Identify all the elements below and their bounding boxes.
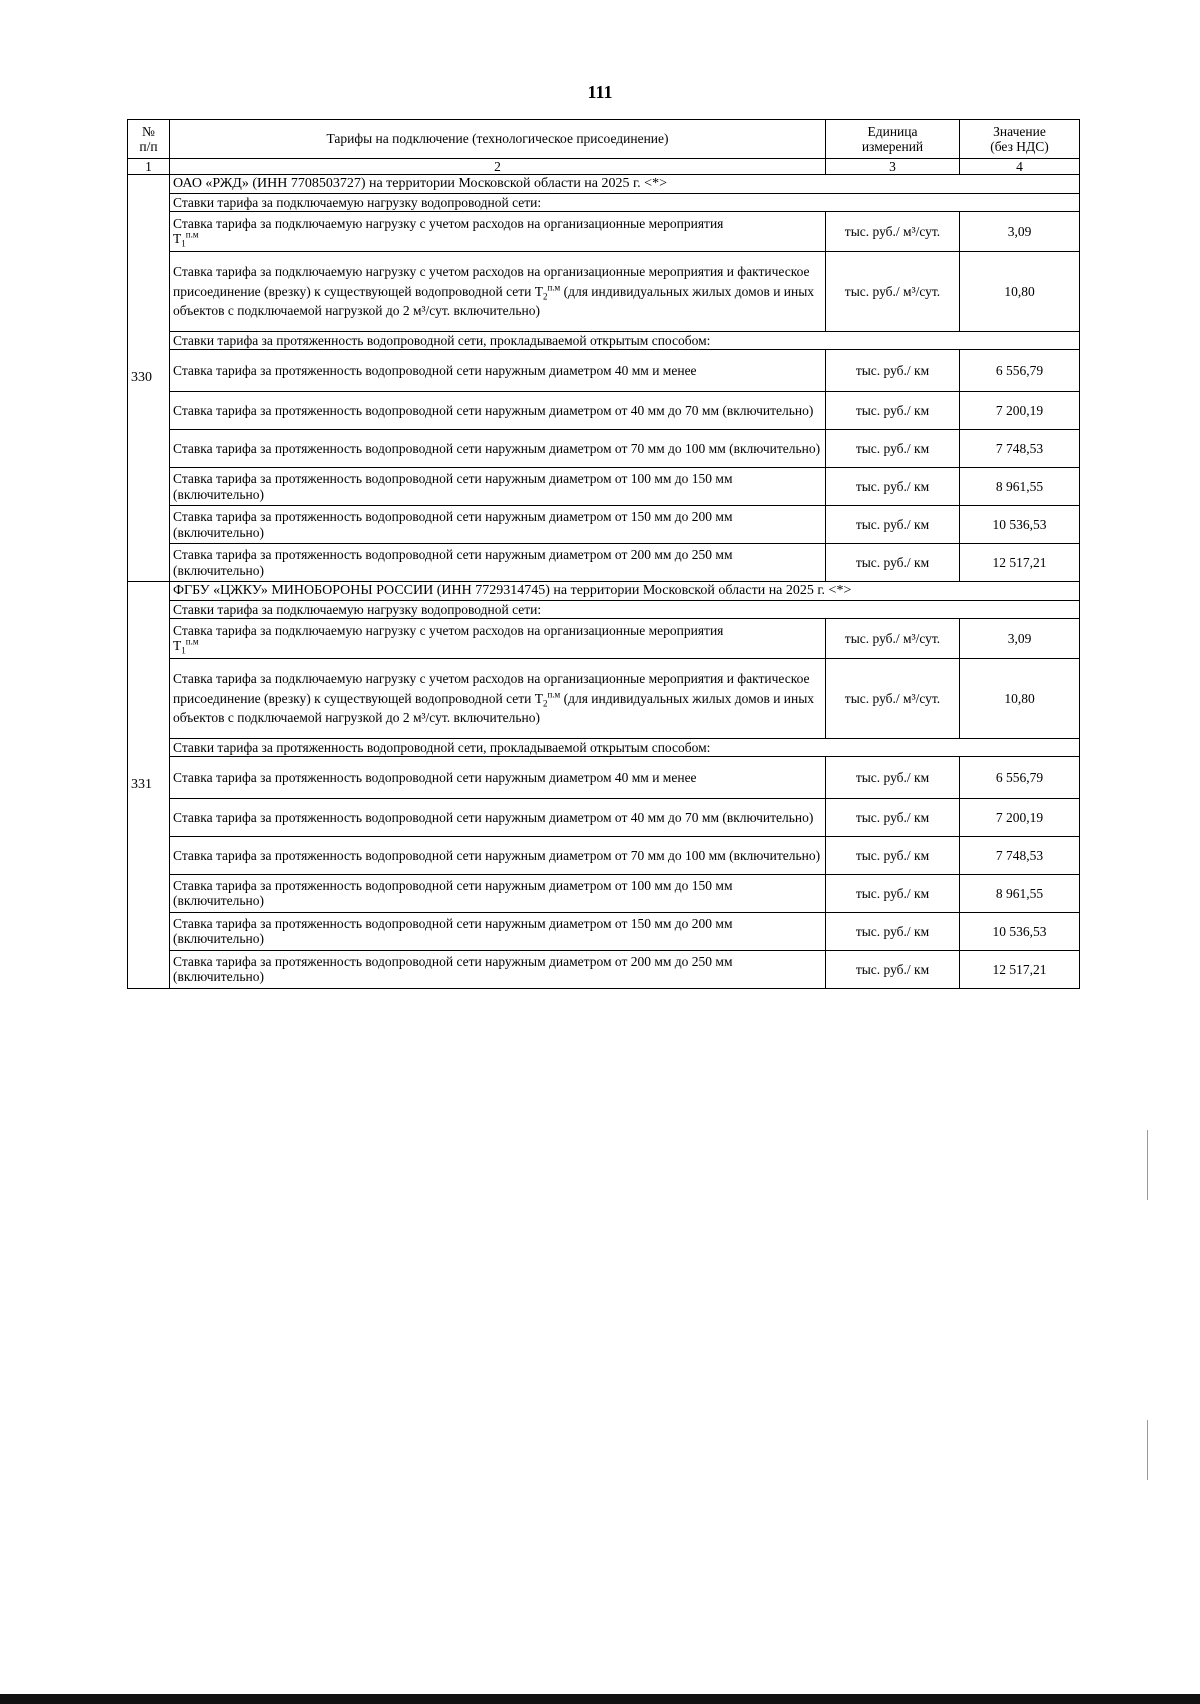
- subheader-row: [128, 600, 1080, 618]
- table-row: [128, 798, 1080, 836]
- length-rates-subheader: Ставки тарифа за протяженность водопроводной сети, прокладываемой открытым способом:: [170, 738, 1080, 756]
- tariff-description: Ставка тарифа за протяженность водопроводной сети наружным диаметром 40 мм и менее: [170, 350, 826, 392]
- tariff-description: Ставка тарифа за протяженность водопроводной сети наружным диаметром от 150 мм до 200 мм (включительно): [170, 912, 826, 950]
- tariff-unit: тыс. руб./ км: [826, 430, 960, 468]
- tariff-value: 10 536,53: [960, 506, 1080, 544]
- tariff-value: 8 961,55: [960, 468, 1080, 506]
- tariff-unit: тыс. руб./ км: [826, 874, 960, 912]
- table-row: [128, 836, 1080, 874]
- table-row: [128, 874, 1080, 912]
- page-number: 111: [587, 82, 613, 102]
- scan-bottom-edge: [0, 1694, 1200, 1704]
- tariff-value: 6 556,79: [960, 350, 1080, 392]
- table-row: [128, 912, 1080, 950]
- tariff-symbol-superscript: п.м: [547, 282, 561, 293]
- tariff-description-text: Ставка тарифа за подключаемую нагрузку с учетом расходов на организационные мероприятия: [173, 623, 724, 639]
- table-row: [128, 350, 1080, 392]
- tariff-description: Ставка тарифа за протяженность водопроводной сети наружным диаметром от 70 мм до 100 мм (включительно): [170, 430, 826, 468]
- tariff-value: 12 517,21: [960, 544, 1080, 582]
- table-row: [128, 658, 1080, 738]
- table-row: [128, 430, 1080, 468]
- tariff-symbol-subscript: 1: [181, 645, 186, 656]
- tariff-value: 10,80: [960, 658, 1080, 738]
- column-number: 2: [170, 159, 826, 175]
- table-header-row: [128, 120, 1080, 159]
- tariff-symbol-superscript: п.м: [547, 689, 561, 699]
- table-row: [128, 506, 1080, 544]
- table-row: [128, 756, 1080, 798]
- tariff-description: Ставка тарифа за протяженность водопроводной сети наружным диаметром от 40 мм до 70 мм (включительно): [170, 798, 826, 836]
- tariff-value: 12 517,21: [960, 950, 1080, 988]
- tariff-unit: тыс. руб./ м³/сут.: [826, 251, 960, 331]
- subheader-row: [128, 331, 1080, 349]
- header-value: Значение (без НДС): [960, 120, 1080, 159]
- section-number: 331: [128, 582, 170, 989]
- tariff-description-text: (для индивидуальных жилых домов и иных объектов с подключаемой нагрузкой до 2 м³/сут. включительно): [173, 690, 815, 726]
- tariff-description-text: Ставка тарифа за подключаемую нагрузку с учетом расходов на организационные мероприятия и фактическое присоединение (врезку) к существующей водопроводной сети: [173, 264, 810, 299]
- table-row: [128, 618, 1080, 658]
- table-row: [128, 468, 1080, 506]
- column-numbers-row: [128, 159, 1080, 175]
- column-number: 1: [128, 159, 170, 175]
- tariff-description: Ставка тарифа за протяженность водопроводной сети наружным диаметром от 200 мм до 250 мм (включительно): [170, 544, 826, 582]
- tariff-value: 7 748,53: [960, 836, 1080, 874]
- tariff-symbol-t2: [534, 689, 561, 709]
- subheader-row: [128, 193, 1080, 211]
- load-rates-subheader: Ставки тарифа за подключаемую нагрузку водопроводной сети:: [170, 193, 1080, 211]
- tariff-value: 3,09: [960, 618, 1080, 658]
- tariff-symbol-subscript: 1: [181, 239, 186, 250]
- table-row: [128, 392, 1080, 430]
- tariff-unit: тыс. руб./ км: [826, 756, 960, 798]
- tariff-symbol-subscript: 2: [542, 291, 548, 302]
- tariff-symbol-t2: [534, 282, 561, 302]
- tariff-symbol-t1: [173, 229, 199, 250]
- tariff-description: Ставка тарифа за протяженность водопроводной сети наружным диаметром от 40 мм до 70 мм (включительно): [170, 392, 826, 430]
- tariff-value: 7 748,53: [960, 430, 1080, 468]
- tariff-description-text: Ставка тарифа за подключаемую нагрузку с учетом расходов на организационные мероприятия и фактическое присоединение (врезку) к существующей водопроводной сети: [173, 670, 810, 706]
- tariff-symbol: T: [534, 283, 543, 299]
- tariff-value: 3,09: [960, 211, 1080, 251]
- tariff-value: 10,80: [960, 251, 1080, 331]
- tariff-table: [127, 119, 1080, 989]
- subheader-row: [128, 738, 1080, 756]
- tariff-unit: тыс. руб./ м³/сут.: [826, 658, 960, 738]
- length-rates-subheader: Ставки тарифа за протяженность водопроводной сети, прокладываемой открытым способом:: [170, 331, 1080, 349]
- tariff-unit: тыс. руб./ км: [826, 392, 960, 430]
- load-rates-subheader: Ставки тарифа за подключаемую нагрузку водопроводной сети:: [170, 600, 1080, 618]
- tariff-unit: тыс. руб./ м³/сут.: [826, 211, 960, 251]
- scan-edge-mark: [1147, 1130, 1148, 1200]
- tariff-unit: тыс. руб./ км: [826, 798, 960, 836]
- tariff-unit: тыс. руб./ м³/сут.: [826, 618, 960, 658]
- tariff-unit: тыс. руб./ км: [826, 468, 960, 506]
- table-row: [128, 544, 1080, 582]
- tariff-value: 6 556,79: [960, 756, 1080, 798]
- header-tariff-name: Тарифы на подключение (технологическое присоединение): [170, 120, 826, 159]
- tariff-value: 7 200,19: [960, 798, 1080, 836]
- section-number: 330: [128, 175, 170, 582]
- tariff-description: Ставка тарифа за протяженность водопроводной сети наружным диаметром от 150 мм до 200 мм (включительно): [170, 506, 826, 544]
- tariff-description-text: Ставка тарифа за подключаемую нагрузку с учетом расходов на организационные мероприятия: [173, 216, 724, 232]
- tariff-description: Ставка тарифа за протяженность водопроводной сети наружным диаметром от 70 мм до 100 мм (включительно): [170, 836, 826, 874]
- tariff-description: [170, 658, 826, 738]
- tariff-symbol-t1: [173, 636, 199, 656]
- table-row: [128, 950, 1080, 988]
- tariff-description: [170, 618, 826, 658]
- tariff-description: Ставка тарифа за протяженность водопроводной сети наружным диаметром от 100 мм до 150 мм (включительно): [170, 874, 826, 912]
- tariff-unit: тыс. руб./ км: [826, 350, 960, 392]
- column-number: 4: [960, 159, 1080, 175]
- column-number: 3: [826, 159, 960, 175]
- tariff-symbol-superscript: п.м: [185, 636, 199, 647]
- tariff-description: Ставка тарифа за протяженность водопроводной сети наружным диаметром от 200 мм до 250 мм (включительно): [170, 950, 826, 988]
- tariff-description-text: (для индивидуальных жилых домов и иных объектов с подключаемой нагрузкой до 2 м³/сут. включительно): [173, 283, 815, 319]
- section-title-row: [128, 582, 1080, 601]
- tariff-symbol: T: [534, 690, 543, 706]
- tariff-symbol-subscript: 2: [542, 698, 548, 709]
- scan-edge-mark: [1147, 1420, 1148, 1480]
- header-number: № п/п: [128, 120, 170, 159]
- tariff-symbol-superscript: п.м: [185, 229, 199, 240]
- tariff-unit: тыс. руб./ км: [826, 544, 960, 582]
- table-row: [128, 251, 1080, 331]
- tariff-description: Ставка тарифа за протяженность водопроводной сети наружным диаметром 40 мм и менее: [170, 756, 826, 798]
- tariff-value: 10 536,53: [960, 912, 1080, 950]
- section-title: ОАО «РЖД» (ИНН 7708503727) на территории Московской области на 2025 г. <*>: [170, 175, 1080, 194]
- section-title-row: [128, 175, 1080, 194]
- tariff-value: 8 961,55: [960, 874, 1080, 912]
- tariff-description: Ставка тарифа за протяженность водопроводной сети наружным диаметром от 100 мм до 150 мм (включительно): [170, 468, 826, 506]
- section-title: ФГБУ «ЦЖКУ» МИНОБОРОНЫ РОССИИ (ИНН 7729314745) на территории Московской области на 2025 г. <*>: [170, 582, 1080, 601]
- tariff-symbol: T: [173, 638, 182, 654]
- header-unit: Единица измерений: [826, 120, 960, 159]
- tariff-unit: тыс. руб./ км: [826, 950, 960, 988]
- tariff-unit: тыс. руб./ км: [826, 506, 960, 544]
- table-body: [128, 175, 1080, 989]
- tariff-unit: тыс. руб./ км: [826, 836, 960, 874]
- tariff-description: [170, 251, 826, 331]
- tariff-unit: тыс. руб./ км: [826, 912, 960, 950]
- table-row: [128, 211, 1080, 251]
- tariff-value: 7 200,19: [960, 392, 1080, 430]
- tariff-symbol: T: [173, 231, 182, 247]
- tariff-description: [170, 211, 826, 251]
